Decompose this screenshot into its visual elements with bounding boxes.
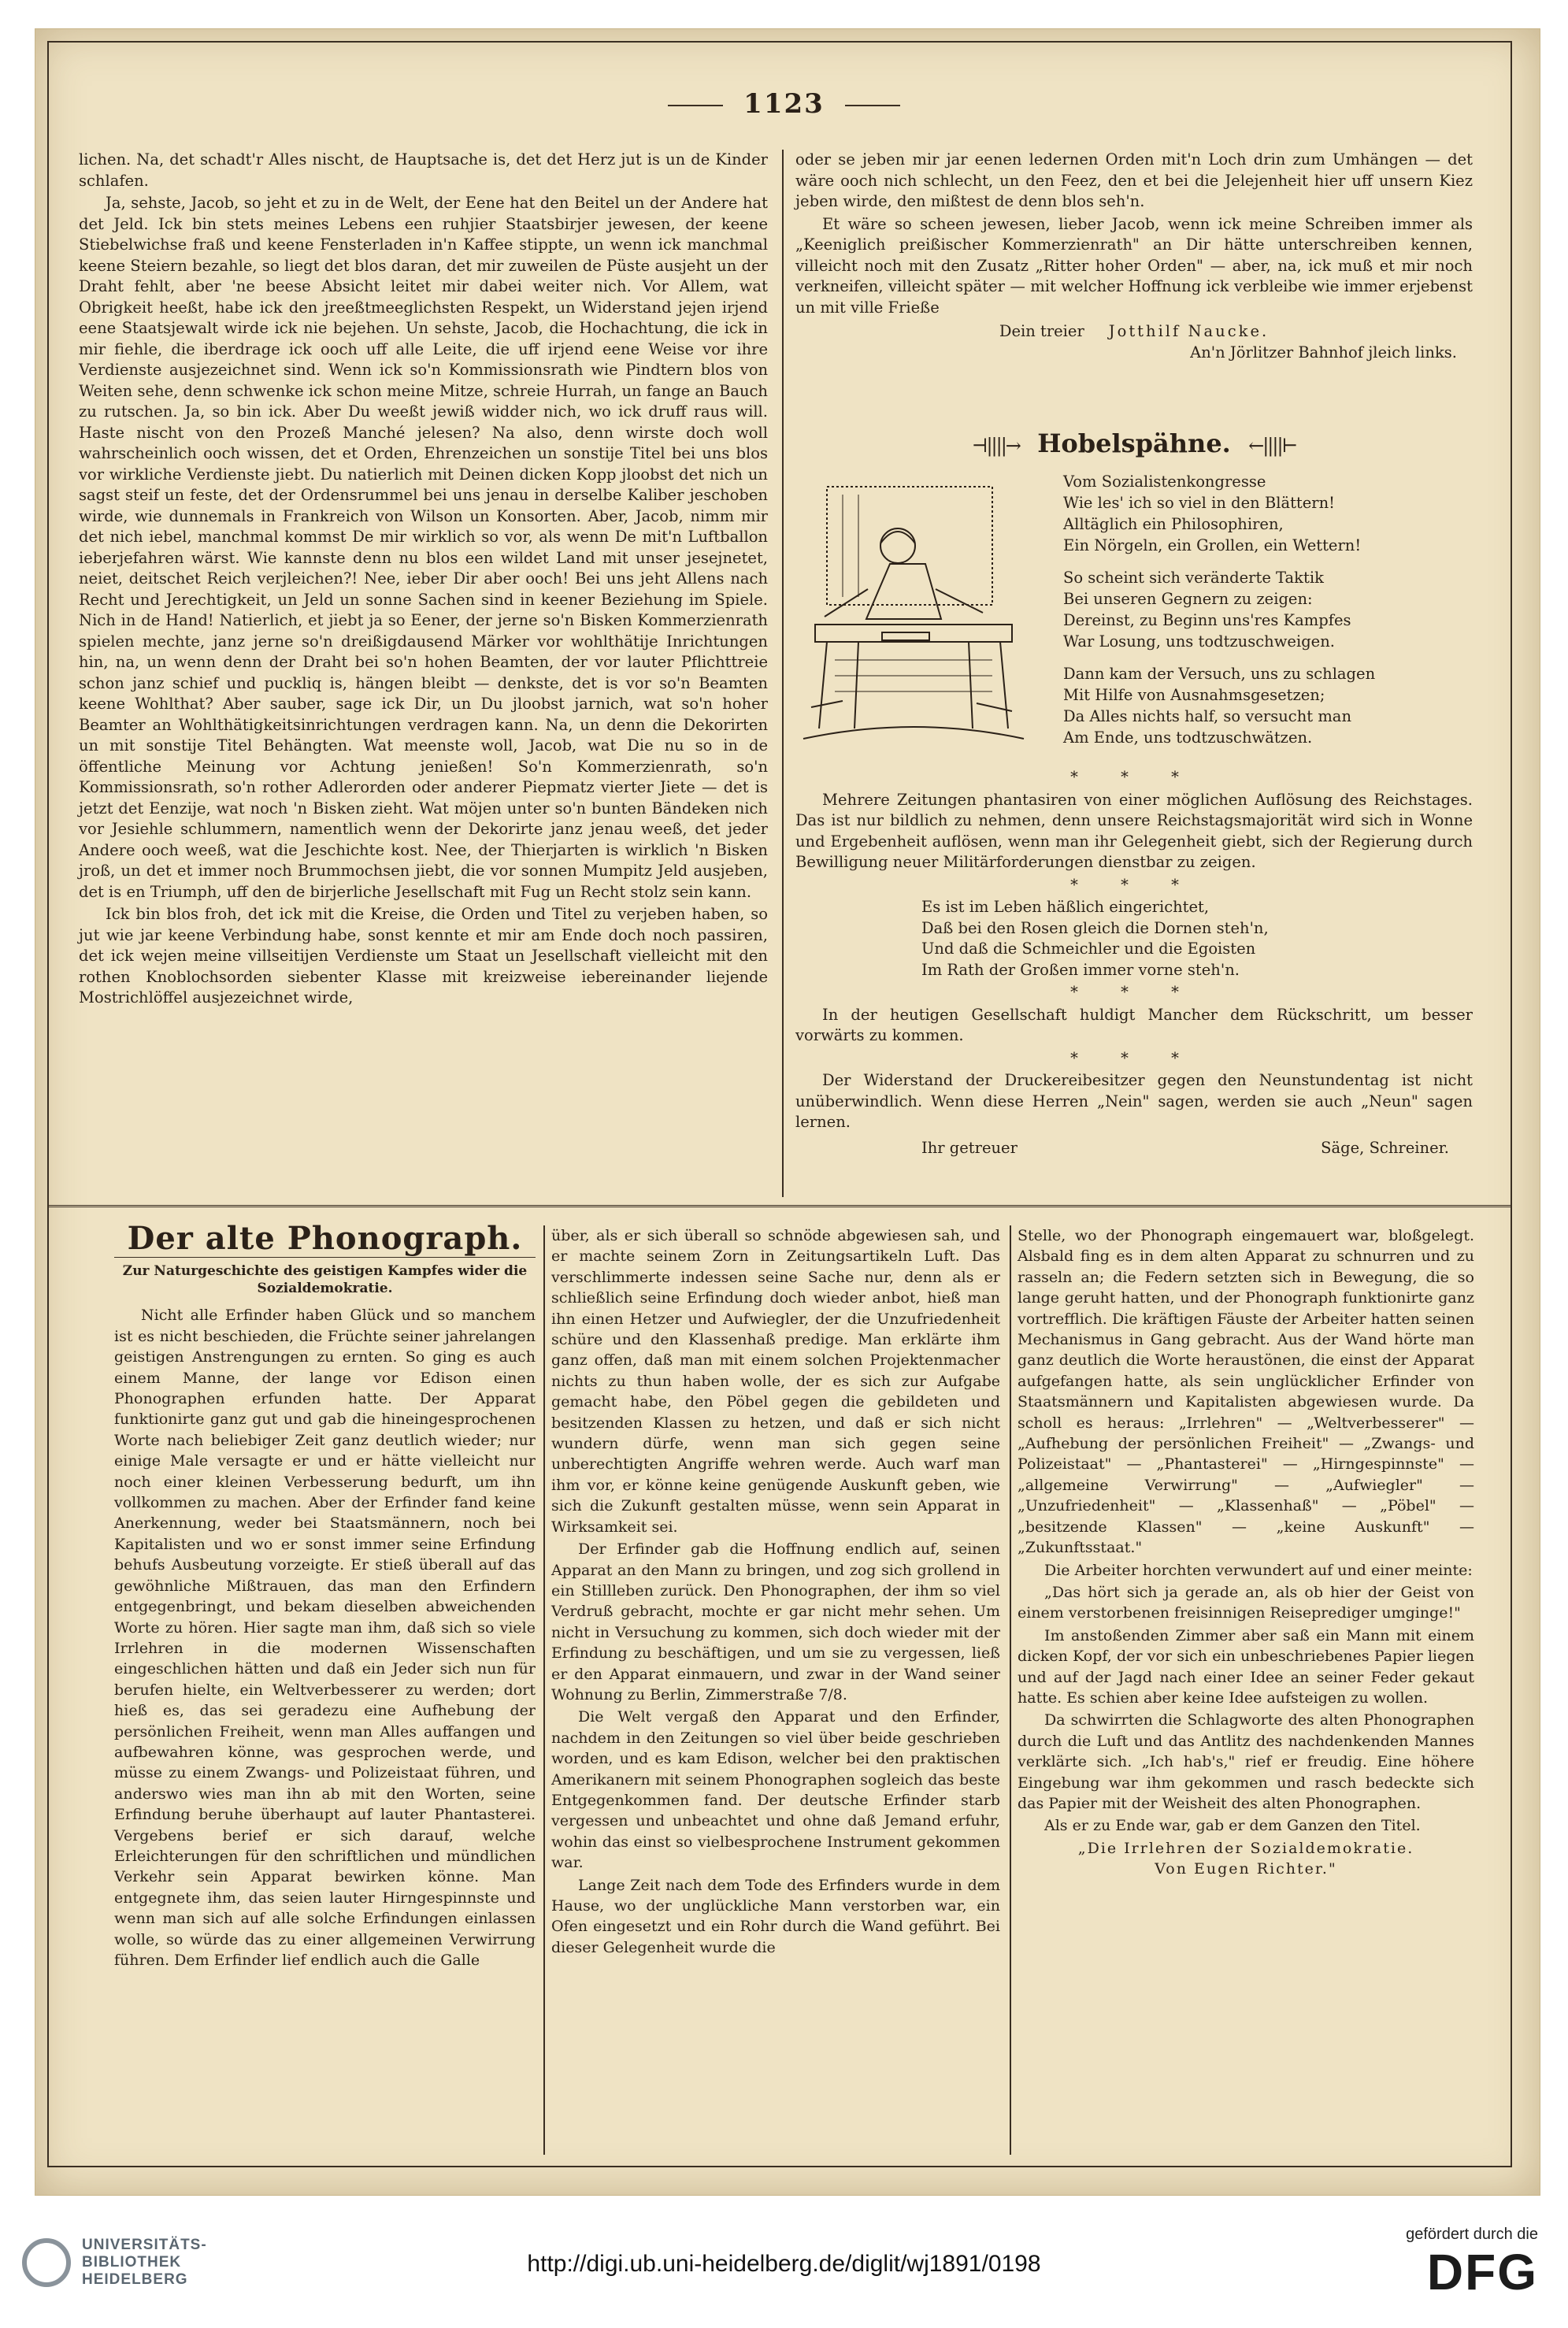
source-url-link[interactable]: http://digi.ub.uni-heidelberg.de/diglit/wj1891/0198 [527, 2251, 1041, 2277]
article-closing-title: „Die Irrlehren der Sozialdemokratie. [1077, 1839, 1414, 1857]
page-number: 1123 [0, 88, 1568, 120]
poem-stanza [1063, 567, 1504, 652]
prose-paragraph: Mehrere Zeitungen phantasiren von einer möglichen Auflösung des Reichstages. Das ist nur bildlich zu nehmen, denn unsere Reichstagsmajorität wird sich in Wonne und Ergebenheit auflösen, wenn man ihr Gelegenheit giebt, sich der Regierung durch Bewilligung neuer Militärforderungen dienstbar zu zeigen. [795, 790, 1473, 871]
signature-name: Jotthilf Naucke. [1108, 322, 1270, 340]
letter-column-right [795, 150, 1473, 363]
verse-line: Es ist im Leben häßlich eingerichtet, [921, 898, 1210, 916]
article-paragraph: Die Welt vergaß den Apparat und den Erfinder, nachdem in den Zeitungen so viel über beide geschrieben worden, und es kam Edison, welcher bei den praktischen Amerikanern mit seinem Phonographen sogleich das beste Entgegenkommen fand. Der deutsche Erfinder starb vergessen und unbeachtet und ohne daß Jemand erfuhr, wohin das einst so vielbesprochene Instrument gekommen war. [551, 1708, 1000, 1872]
signature-greeting: Dein treier [999, 322, 1084, 340]
verse-line: Und daß die Schmeichler und die Egoisten [921, 940, 1256, 958]
article-paragraph: „Das hört sich ja gerade an, als ob hier der Geist von einem verstorbenen freisinnigen Reiseprediger umginge!" [1018, 1583, 1474, 1622]
section-stars: * * * [1070, 768, 1198, 786]
section-stars: * * * [1070, 1048, 1198, 1067]
section-heading [795, 428, 1473, 458]
university-name-line: HEIDELBERG [82, 2271, 188, 2288]
poem-line: Dereinst, zu Beginn uns'res Kampfes [1063, 611, 1351, 629]
article-paragraph: Die Arbeiter horchten verwundert auf und einer meinte: [1044, 1561, 1473, 1579]
article-paragraph: Als er zu Ende war, gab er dem Ganzen den Titel. [1044, 1817, 1421, 1835]
article-paragraph: Im anstoßenden Zimmer aber saß ein Mann mit einem dicken Kopf, der vor sich ein unbeschriebenes Papier liegen und auf der Jagd nach einer Idee an seiner Feder gekaut hatte. Es schien aber keine Idee aufsteigen zu wollen. [1018, 1626, 1474, 1707]
signature-location: An'n Jörlitzer Bahnhof jleich links. [1190, 343, 1457, 361]
poem-line: Alltäglich ein Philosophiren, [1063, 515, 1284, 533]
poem-line: Ein Nörgeln, ein Grollen, ein Wettern! [1063, 536, 1362, 554]
hobelspaehne-poem [1063, 471, 1504, 759]
article-paragraph: über, als er sich überall so schnöde abgewiesen sah, und er machte seinem Zorn in Zeitungsartikeln Luft. Das verschlimmerte indessen seine Sache nur, denn als er schließlich seine Erfindung doch wieder anbot, hieß man ihn einen Hetzer und Aufwiegler, der die Unzufriedenheit schüre und den Klassenhaß predige. Man erklärte ihm ganz offen, daß man mit einem solchen Projektenmacher nichts zu thun haben wolle, der es sich zur Aufgabe gemacht habe, den Pöbel gegen die gebildeten und besitzenden Klassen zu hetzen, und daß er sich nicht wundern dürfe, wenn man sich gegen seine unberechtigten Angriffe wehren werde. Auch warf man ihm vor, er könne keine genügende Auskunft geben, wie sich die Zukunft gestalten müsse, wenn sein Apparat in Wirksamkeit sei. [551, 1227, 1000, 1536]
university-name-line: BIBLIOTHEK [82, 2254, 182, 2271]
article-paragraph: Nicht alle Erfinder haben Glück und so manchem ist es nicht beschieden, die Früchte seiner jahrelangen geistigen Anstrengungen zu ernten. So ging es auch einem Manne, der lange vor Edison einen Phonographen erfunden hatte. Der Apparat funktionirte ganz gut und gab die hineingesprochenen Worte nach beliebiger Zeit ganz deutlich wieder; nur einige Male versagte er und er hätte vielleicht nur noch einer kleinen Verbesserung bedurft, um ihn vollkommen zu machen. Aber der Erfinder fand keine Anerkennung, weder bei Staatsmännern, noch bei Kapitalisten und wo er sonst immer seine Erfindung behufs Ausbeutung vorzeigte. Er stieß überall auf das gewöhnliche Mißtrauen, das man den Erfindern entgegenbringt, und bekam dieselben abweichenden Worte zu hören. Hier sagte man ihm, daß sich so viele Irrlehren in die modernen Wissenschaften eingeschlichen hätten und daß ein Jeder sich nun für berufen hielte, ein Weltverbesserer zu werden; dort hieß es, das sei geradezu eine Aufhebung der persönlichen Freiheit, wenn man Alles auffangen und aufbewahren könne, was gesprochen werde, und müsse zu einem Zwangs- und Polizeistaat führen, und anderswo wies man ihn ab mit den Worten, seine Erfindung beruhe überhaupt auf lauter Phantasterei. Vergebens berief er sich darauf, welche Erleichterungen für den schriftlichen und mündlichen Verkehr sein Apparat bewirken könne. Man entgegnete ihm, das seien lauter Hirngespinnste und wenn man sich auf alle solche Erfindungen einlassen wolle, so würde das zu einer allgemeinen Verwirrung führen. Dem Erfinder lief endlich auch die Galle [114, 1307, 536, 1969]
phonograph-column-a [114, 1220, 536, 1972]
letter-paragraph: Ja, sehste, Jacob, so jeht et zu in de Welt, der Eene hat den Beitel un der Andere hat det Jeld. Ick bin stets meines Lebens een ruhjier Staatsbirjer jewesen, der keene Stiebelwichse fraß und keene Fensterladen in'n Kaffee stippte, un wenn ick manchmal keene Steiern bezahle, so liegt det blos daran, det mir zuweilen de Püste ausjeht un der Draht fehlt, aber 'ne beese Absicht leitet mir dabei weiter nich. Vor Allem, wat Obrigkeit heeßt, habe ick den jreeßtmeeglichsten Respekt, un Widerstand jejen irjend eene Staatsjewalt wirde ick nie bejehen. Un sehste, Jacob, die Hochachtung, die ick in mir fiehle, die iberdrage ick ooch uff alle Leite, die uff irjend eene Weise vor ihre Verdienste ausjezeichnet sind. Wenn ick so'n Kommissionsrath wie Pindtern blos von Weiten sehe, denn schwenke ick schon meine Mitze, schreie Hurrah, un fange an Bauch zu rutschen. Ja, so bin ick. Aber Du weeßt jewiß widder nich, wo ick druff raus will. Haste nischt von den Prozeß Manché jelesen? Na also, denn wirste doch woll wahrscheinlich ooch wissen, det et Orden, Ehrenzeichen un sonstije Titel bei uns blos vor wirkliche Verdienste jiebt. Du natierlich mit Deinen dicken Kopp jloobst det nich un sagst steif un feste, det der Ordensrummel bei uns jenau in derselbe Kaliber jeschoben wirde, wie dunnemals in Frankreich von Wilson un Konsorten. Aber, Jacob, nimm mir det nich iebel, manchmal kommst De mir wirklich so vor, als wenn De mit'n Luftballon ieberjefahren wärst. Wie kannste denn nu blos een wildet Land mit unser jesejnetet, neiet, deitschet Reich verjleichen?! Nee, ieber Dir aber ooch! Bei uns jeht Allens nach Recht und Jerechtigkeit, un Jeld un sonne Sachen sind in keener Beziehung im Spiele. Nich in de Hand! Natierlich, et jiebt ja so Eener, der jerne so'n Bisken Kommerzienrath spielen mechte, janz jerne so'n dreißigdausend Märker vor wohlthätije Inrichtungen hin, na, un wenn denn der Draht bei so'n hohen Beamten, der vor lauter Pflichttreie schon janz schief und puckliq is, hängen bleibt — denkste, det is vor so'n Beamten keene Wohlthat? Aber sauber, sage ick Dir, un Du jloobst jarnich, wat so'n hoher Beamter an Wohlthätigkeitsinrichtungen verdragen kann. Na, un denn die Dekorirten un mit sonstije Titel Behängten. Wat meenste woll, Jacob, wat Die nu so in de öffentliche Meinung vor Achtung jenießen! So'n Kommerzienrath, so'n Kommissionsrath, so'n rother Adlerorden oder anderer Piepmatz vierter Jiete — det is jetzt det Eenzije, wat noch 'n Bisken zieht. Wat möjen unter so'n bunten Bändeken nich vor Jesiehle schlummern, namentlich wenn der Dekorirte janz jenau weeß, det jeder Andere ooch weeß, wat die Jeschichte kost. Nee, der Thierjarten is wirklich 'n Bisken jroß, un det et immer noch Brummochsen jiebt, die vor sonnen Mumpitz Jeld ausjeben, det is en Triumph, uff den de birjerliche Jesellschaft mit Fug un Recht stolz sein kann. [79, 194, 768, 901]
dfg-logo[interactable]: DFG [1426, 2244, 1538, 2300]
poem-line: Am Ende, uns todtzuschwätzen. [1063, 728, 1313, 747]
carpenter-woodcut-icon [795, 471, 1032, 759]
prose-paragraph: In der heutigen Gesellschaft huldigt Mancher dem Rückschritt, um besser vorwärts zu kommen. [795, 1005, 1473, 1044]
poem-line: Wie les' ich so viel in den Blättern! [1063, 494, 1336, 512]
letter-paragraph: oder se jeben mir jar eenen ledernen Orden mit'n Loch drin zum Umhängen — det wäre ooch nich schlecht, un den Feez, den et bei die Jelejenheit hier uff unsern Kiez jeben wirde, den mißtest de denn blos seh'n. [795, 150, 1473, 210]
article-title: Der alte Phonograph. [127, 1220, 523, 1257]
signature-greeting: Ihr getreuer [921, 1138, 1018, 1157]
section-stars: * * * [1070, 983, 1198, 1001]
article-subtitle: Zur Naturgeschichte des geistigen Kampfes wider die Sozialdemokratie. [114, 1257, 536, 1297]
hobelspaehne-heading-block [795, 410, 1473, 468]
article-paragraph: Lange Zeit nach dem Tode des Erfinders wurde in dem Hause, wo der unglückliche Mann verstorben war, ein Ofen eingesetzt und ein Rohr durch die Wand geführt. Bei dieser Gelegenheit wurde die [551, 1876, 1000, 1956]
poem-line: Bei unseren Gegnern zu zeigen: [1063, 590, 1313, 608]
hobelspaehne-title: Hobelspähne. [1037, 428, 1231, 458]
letter-paragraph: Et wäre so scheen jewesen, lieber Jacob, wenn ick meine Schreiben immer als „Keeniglich preißischer Kommerzienrath" an Dir hätte unterschreiben kennen, villeicht noch mit den Zusatz „Ritter hoher Orden" — aber, na, ick muß et mir noch verkneifen, villeicht später — mit welcher Hoffnung ick verbleibe wie immer erjebenst un mit ville Frieße [795, 214, 1473, 317]
footer-bar [0, 2205, 1568, 2328]
hobelspaehne-prose [795, 765, 1473, 1158]
funding-note: gefördert durch die [1406, 2226, 1538, 2243]
column-divider [543, 1225, 545, 2155]
verse-line: Daß bei den Rosen gleich die Dornen steh'n, [921, 918, 1269, 937]
letter-column-left [79, 150, 768, 1010]
column-divider [782, 150, 784, 1197]
article-paragraph: Stelle, wo der Phonograph eingemauert war, bloßgelegt. Alsbald fing es in dem alten Apparat zu schnurren und zu rasseln an; die Federn setzten sich in Bewegung, die so lange geruht hatten, und der Phonograph funktionirte ganz vortrefflich. Die kräftigen Fäuste der Arbeiter hatten seinen Mechanismus in Gang gebracht. Aus der Wand hörte man ganz deutlich die Worte heraustönen, die einst der Apparat aufgefangen hatte, als sein unglücklicher Erfinder von Staatsmännern und Kapitalisten abgewiesen wurde. Da scholl es heraus: „Irrlehren" — „Weltverbesserer" — „Aufhebung der persönlichen Freiheit" — „Zwangs- und Polizeistaat" — „Phantasterei" — „Hirngespinnste" — „allgemeine Verwirrung" — „Aufwiegler" — „Unzufriedenheit" — „Klassenhaß" — „Pöbel" — „besitzende Klassen" — „keine Auskunft" — „Zukunftsstaat." [1018, 1227, 1474, 1557]
section-divider [49, 1205, 1511, 1207]
poem-stanza [1063, 471, 1504, 556]
hobelspaehne-signature [795, 1135, 1473, 1159]
prose-paragraph: Der Widerstand der Druckereibesitzer gegen den Neunstundentag ist nicht unüberwindlich. Wenn diese Herren „Nein" sagen, werden sie auch „Neun" sagen lernen. [795, 1071, 1473, 1131]
letter-paragraph: Ick bin blos froh, det ick mit die Kreise, die Orden und Titel zu verjeben haben, so jut wie jar keene Verbindung habe, sonst kennte et mir am Ende doch noch passiren, det ick wejen meine villseitijen Verdienste um Staat un Jesellschaft vielleicht mit den rothen Knoblochsorden siebenter Klasse mit kreizweise iebereinander liejende Mostrichlöffel ausjezeichnet wirde, [79, 905, 768, 1006]
letter-signature [795, 321, 1473, 343]
poem-line: So scheint sich veränderte Taktik [1063, 569, 1324, 587]
poem-stanza [1063, 663, 1504, 748]
verse-line: Im Rath der Großen immer vorne steh'n. [921, 960, 1240, 979]
poem-line: Dann kam der Versuch, uns zu schlagen [1063, 665, 1376, 683]
article-closing-author: Von Eugen Richter." [1155, 1860, 1337, 1878]
ornament-right-icon: ←||||⊢ [1248, 435, 1297, 457]
poem-line: Mit Hilfe von Ausnahmsgesetzen; [1063, 686, 1325, 704]
poem-line: Vom Sozialistenkongresse [1063, 473, 1266, 491]
signature-name: Säge, Schreiner. [1321, 1138, 1449, 1157]
article-paragraph: Der Erfinder gab die Hoffnung endlich auf, seinen Apparat an den Mann zu bringen, und zog sich grollend in ein Stillleben zurück. Den Phonographen, der ihm so viel Verdruß gebracht, mochte er gar nicht mehr sehen. Um nicht in Versuchung zu kommen, sich doch wieder mit der Erfindung zu beschäftigen, und um sie zu vergessen, ließ er den Apparat einmauern, und zwar in der Wand seiner Wohnung zu Berlin, Zimmerstraße 7/8. [551, 1540, 1000, 1703]
ornament-left-icon: ⊣||||→ [971, 435, 1020, 457]
phonograph-column-c [1018, 1225, 1474, 1880]
column-divider [1010, 1225, 1011, 2155]
poem-line: War Losung, uns todtzuschweigen. [1063, 632, 1335, 651]
letter-paragraph: lichen. Na, det schadt'r Alles nischt, de Hauptsache is, det det Herz jut is un de Kinder schlafen. [79, 150, 768, 190]
phonograph-column-b [551, 1225, 1000, 1959]
section-stars: * * * [1070, 875, 1198, 894]
funder-block [1406, 2226, 1538, 2300]
poem-line: Da Alles nichts half, so versucht man [1063, 707, 1351, 725]
article-paragraph: Da schwirrten die Schlagworte des alten Phonographen durch die Luft und das Antlitz des nachdenkenden Mannes verklärte sich. „Ich hab's," rief er freudig. Eine höhere Eingebung war ihm gekommen und rasch bedeckte sich das Papier mit der Weisheit des alten Phonographen. [1018, 1711, 1474, 1812]
verse-block [795, 897, 1473, 981]
university-name-line: UNIVERSITÄTS- [82, 2237, 207, 2253]
